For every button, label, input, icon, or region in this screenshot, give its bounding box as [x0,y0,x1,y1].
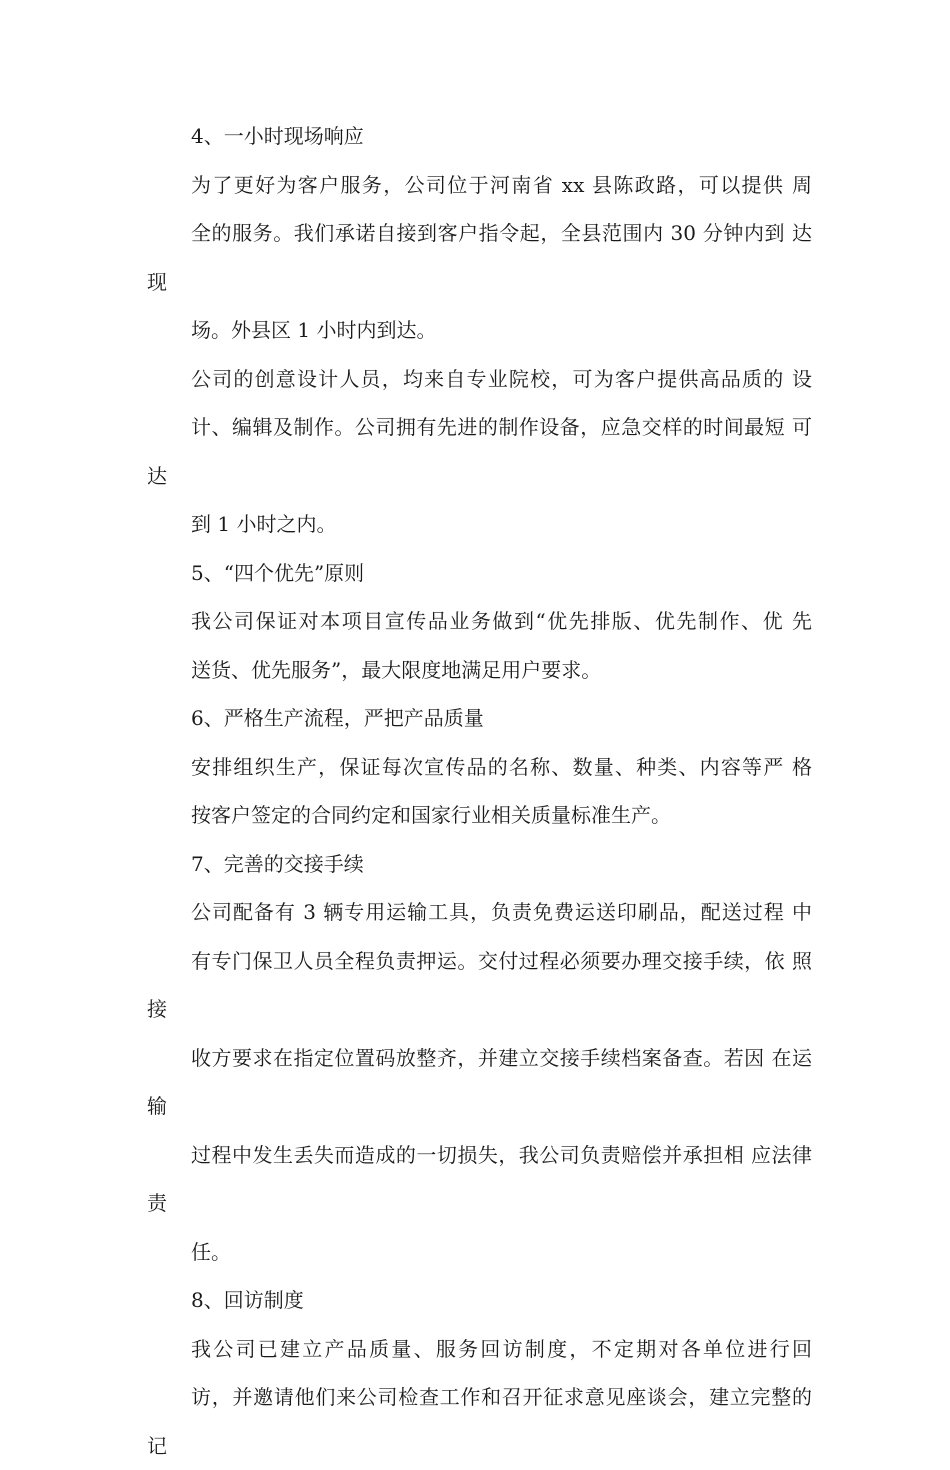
paragraph [147,597,812,694]
text-line: 全的服务。我们承诺自接到客户指令起，全县范围内 30 分钟内到 达现 [147,209,812,306]
text-line: 任。 [147,1228,812,1277]
text-line: 过程中发生丢失而造成的一切损失，我公司负责赔偿并承担相 应法律责 [147,1131,812,1228]
text-line: 到 1 小时之内。 [147,500,812,549]
document-body [147,112,812,1470]
text-line: 收方要求在指定位置码放整齐，并建立交接手续档案备查。若因 在运输 [147,1034,812,1131]
text-line: 我公司已建立产品质量、服务回访制度，不定期对各单位进行回 [147,1325,812,1374]
paragraph [147,888,812,1276]
section-heading: 6、严格生产流程，严把产品质量 [147,694,812,743]
paragraph [147,355,812,549]
text-line: 访，并邀请他们来公司检查工作和召开征求意见座谈会，建立完整的 记 [147,1373,812,1470]
text-line: 公司的创意设计人员，均来自专业院校，可为客户提供高品质的 设 [147,355,812,404]
section-heading: 7、完善的交接手续 [147,840,812,889]
section-heading: 5、“四个优先”原则 [147,549,812,598]
text-line: 安排组织生产，保证每次宣传品的名称、数量、种类、内容等严 格 [147,743,812,792]
text-line: 为了更好为客户服务，公司位于河南省 xx 县陈政路，可以提供 周 [147,161,812,210]
text-line: 有专门保卫人员全程负责押运。交付过程必须要办理交接手续，依 照接 [147,937,812,1034]
text-line: 公司配备有 3 辆专用运输工具，负责免费运送印刷品，配送过程 中 [147,888,812,937]
text-line: 场。外县区 1 小时内到达。 [147,306,812,355]
paragraph [147,1325,812,1470]
paragraph [147,743,812,840]
text-line: 按客户签定的合同约定和国家行业相关质量标准生产。 [147,791,812,840]
text-line: 计、编辑及制作。公司拥有先进的制作设备，应急交样的时间最短 可达 [147,403,812,500]
section-heading: 8、回访制度 [147,1276,812,1325]
text-line: 送货、优先服务”，最大限度地满足用户要求。 [147,646,812,695]
section-heading: 4、一小时现场响应 [147,112,812,161]
paragraph [147,161,812,355]
text-line: 我公司保证对本项目宣传品业务做到“优先排版、优先制作、优 先 [147,597,812,646]
